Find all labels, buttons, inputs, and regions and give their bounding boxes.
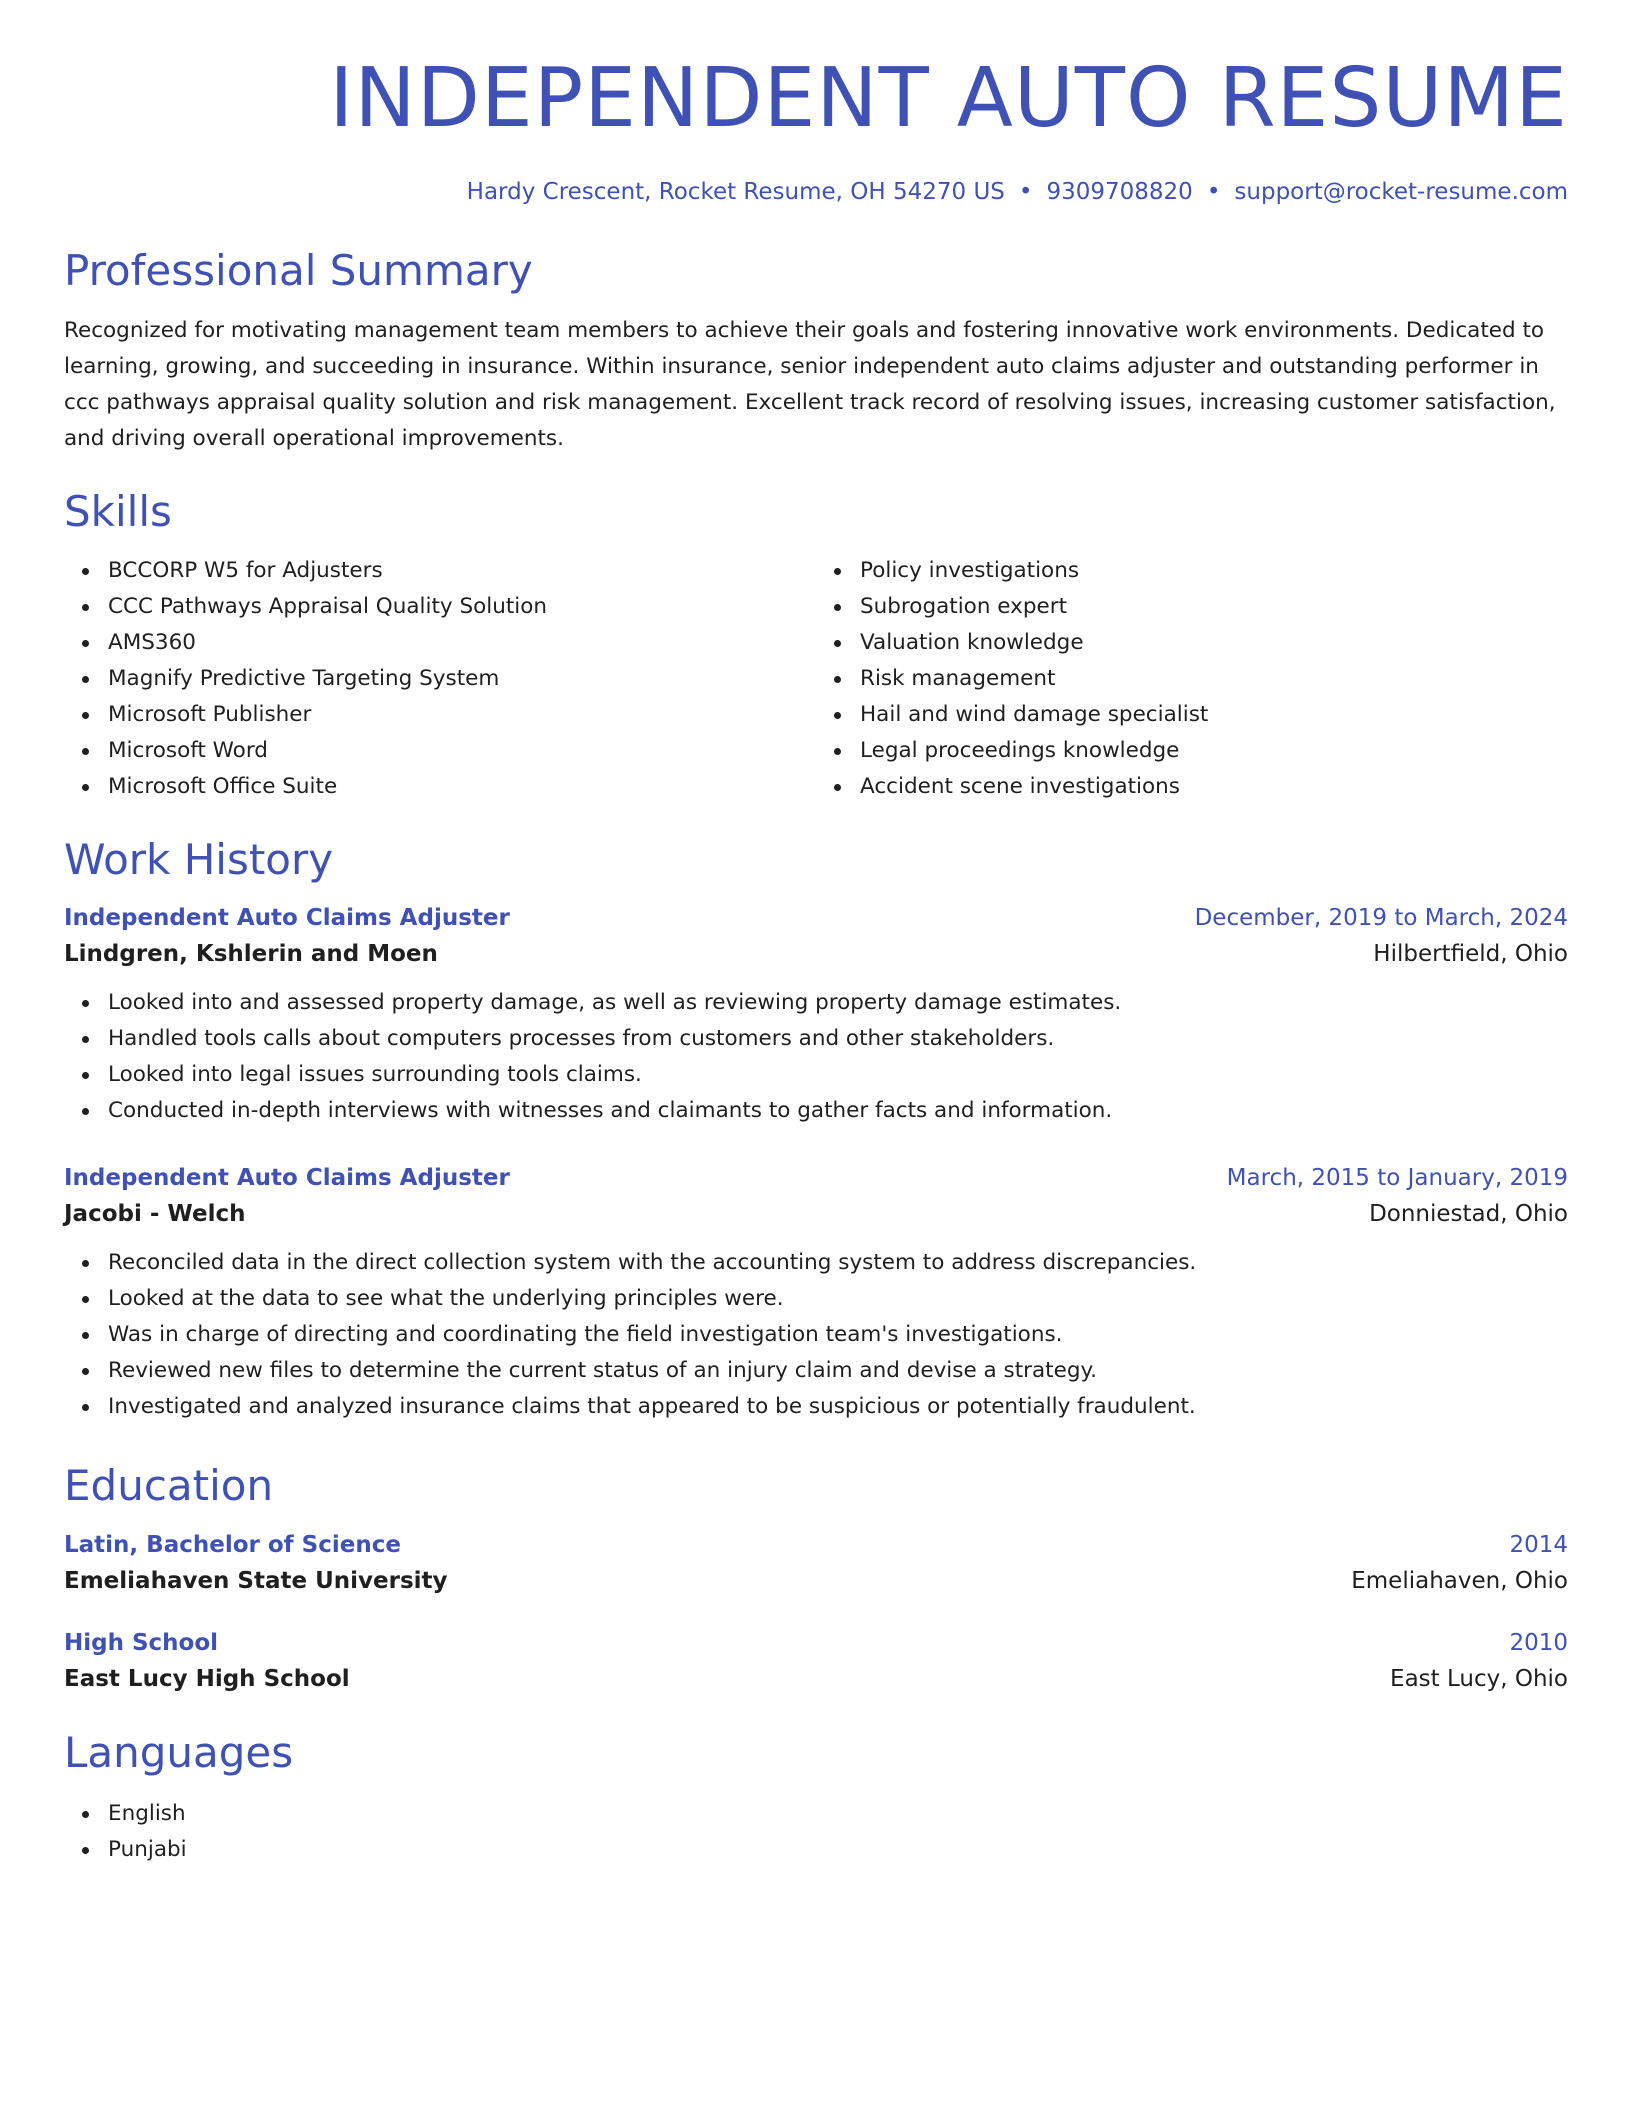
skills-list-left [64,553,816,805]
summary-title: Professional Summary [64,246,533,296]
contact-phone: 9309708820 [1046,179,1193,206]
language-item: Punjabi [108,1832,1568,1868]
contact-line [64,178,1568,208]
education-title: Education [64,1461,274,1511]
education-school: Emeliahaven State University [64,1567,448,1594]
education-location: Emeliahaven, Ohio [1351,1567,1568,1594]
education-year: 2014 [1509,1531,1568,1558]
job-duties-list [64,1245,1568,1425]
language-item: English [108,1796,1568,1832]
skill-item: Hail and wind damage specialist [860,697,1568,733]
skill-item: Magnify Predictive Targeting System [108,661,816,697]
resume-name: INDEPENDENT AUTO RESUME [329,51,1568,146]
job-title: Independent Auto Claims Adjuster [64,1165,510,1192]
job-duty: Investigated and analyzed insurance claims that appeared to be suspicious or potentially fraudulent. [108,1389,1568,1425]
skill-item: AMS360 [108,625,816,661]
job-entry [64,1165,1568,1425]
skill-item: Microsoft Publisher [108,697,816,733]
skill-item: Microsoft Word [108,733,816,769]
skill-item: Subrogation expert [860,589,1568,625]
contact-separator: • [1206,179,1221,206]
job-company: Jacobi - Welch [64,1201,246,1228]
job-duty: Looked into and assessed property damage, as well as reviewing property damage estimates. [108,985,1568,1021]
job-location: Hilbertfield, Ohio [1373,941,1568,968]
skills-grid [64,553,1568,805]
job-duty: Looked into legal issues surrounding tools claims. [108,1057,1568,1093]
education-entry [64,1532,1568,1594]
education-location: East Lucy, Ohio [1390,1665,1568,1692]
skills-column-left [64,553,816,805]
skill-item: Legal proceedings knowledge [860,733,1568,769]
job-duty: Was in charge of directing and coordinating the field investigation team's investigations. [108,1317,1568,1353]
education-degree: High School [64,1629,219,1656]
job-duties-list [64,985,1568,1129]
job-duty: Reviewed new files to determine the current status of an injury claim and devise a strategy. [108,1353,1568,1389]
job-duty: Reconciled data in the direct collection system with the accounting system to address discrepancies. [108,1245,1568,1281]
job-subheader [64,1201,1568,1227]
skill-item: CCC Pathways Appraisal Quality Solution [108,589,816,625]
job-subheader [64,941,1568,967]
skill-item: Valuation knowledge [860,625,1568,661]
education-subheader [64,1666,1568,1692]
skills-column-right [816,553,1568,805]
work-history-section [64,835,1568,1425]
contact-address: Hardy Crescent, Rocket Resume, OH 54270 US [466,179,1005,206]
skill-item: Risk management [860,661,1568,697]
job-dates: March, 2015 to January, 2019 [1226,1165,1568,1192]
skills-section [64,487,1568,805]
languages-title: Languages [64,1727,294,1777]
job-company: Lindgren, Kshlerin and Moen [64,941,438,968]
job-duty: Conducted in-depth interviews with witnesses and claimants to gather facts and information. [108,1093,1568,1129]
job-duty: Handled tools calls about computers processes from customers and other stakeholders. [108,1021,1568,1057]
education-entry [64,1630,1568,1692]
education-header [64,1532,1568,1558]
job-title: Independent Auto Claims Adjuster [64,905,510,932]
job-header [64,1165,1568,1191]
job-entry [64,905,1568,1129]
skills-title: Skills [64,486,172,536]
work-history-title: Work History [64,835,334,885]
education-school: East Lucy High School [64,1665,350,1692]
education-degree: Latin, Bachelor of Science [64,1531,401,1558]
education-subheader [64,1568,1568,1594]
education-header [64,1630,1568,1656]
skill-item: Microsoft Office Suite [108,769,816,805]
contact-email[interactable]: support@rocket-resume.com [1234,179,1568,206]
languages-list [64,1796,1568,1868]
summary-text: Recognized for motivating management team members to achieve their goals and fostering innovative work environments. Dedicated to learning, growing, and succeeding in insurance. Within insurance, senior independent auto claims adjuster and outstanding performer in ccc pathways appraisal quality solution and risk management. Excellent track record of resolving issues, increasing customer satisfaction, and driving overall operational improvements. [64,317,1556,451]
skill-item: BCCORP W5 for Adjusters [108,553,816,589]
job-location: Donniestad, Ohio [1369,1201,1568,1228]
job-duty: Looked at the data to see what the underlying principles were. [108,1281,1568,1317]
skills-list-right [816,553,1568,805]
languages-section [64,1728,1568,1868]
contact-separator: • [1018,179,1033,206]
skill-item: Accident scene investigations [860,769,1568,805]
job-dates: December, 2019 to March, 2024 [1194,905,1568,932]
education-section [64,1461,1568,1691]
skill-item: Policy investigations [860,553,1568,589]
job-header [64,905,1568,931]
summary-section [64,246,1568,456]
education-year: 2010 [1509,1629,1568,1656]
